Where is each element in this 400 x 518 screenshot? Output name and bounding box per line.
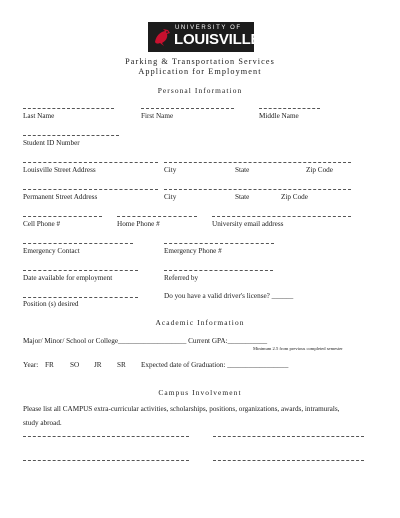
home-phone-field[interactable] [117, 216, 197, 217]
form-title-line1: Parking & Transportation Services [125, 57, 275, 66]
permanent-state-label: State [235, 193, 250, 201]
cardinal-bird-icon [152, 27, 172, 47]
first-name-field[interactable] [141, 108, 234, 109]
section-heading-campus: Campus Involvement [158, 388, 242, 397]
student-id-label: Student ID Number [23, 139, 80, 147]
activity-field-right-2[interactable] [213, 460, 364, 461]
referred-by-label: Referred by [164, 274, 199, 282]
form-title-line2: Application for Employment [138, 67, 262, 76]
activity-field-right-1[interactable] [213, 436, 364, 437]
activity-field-left-1[interactable] [23, 436, 189, 437]
permanent-city-state-zip-field[interactable] [164, 189, 351, 190]
city-label: City [164, 166, 177, 174]
last-name-field[interactable] [23, 108, 114, 109]
position-desired-field[interactable] [23, 297, 138, 298]
referred-by-field[interactable] [164, 270, 273, 271]
middle-name-label: Middle Name [259, 112, 299, 120]
logo-top-text: UNIVERSITY OF [175, 25, 242, 31]
campus-instructions-line1: Please list all CAMPUS extra-curricular activities, scholarships, positions, organizations, awards, intramurals, [23, 405, 340, 413]
gpa-minimum-note: Minimum 2.5 from previous completed semester [253, 346, 343, 351]
zip-code-label: Zip Code [306, 166, 333, 174]
middle-name-field[interactable] [259, 108, 320, 109]
state-label: State [235, 166, 250, 174]
cell-phone-label: Cell Phone # [23, 220, 61, 228]
university-logo [148, 22, 261, 52]
graduation-date-line[interactable]: Expected date of Graduation: _________________ [141, 361, 289, 369]
activity-field-left-2[interactable] [23, 460, 189, 461]
drivers-license-question[interactable]: Do you have a valid driver's license? ______ [164, 292, 294, 300]
first-name-label: First Name [141, 112, 174, 120]
home-phone-label: Home Phone # [117, 220, 160, 228]
permanent-zip-code-label: Zip Code [281, 193, 308, 201]
student-id-field[interactable] [23, 135, 119, 136]
section-heading-academic: Academic Information [155, 318, 245, 327]
permanent-address-field[interactable] [23, 189, 158, 190]
email-field[interactable] [212, 216, 351, 217]
date-available-label: Date available for employment [23, 274, 113, 282]
year-option-fr[interactable]: FR [45, 361, 54, 369]
permanent-city-label: City [164, 193, 177, 201]
last-name-label: Last Name [23, 112, 55, 120]
permanent-address-label: Permanent Street Address [23, 193, 98, 201]
year-option-so[interactable]: SO [70, 361, 80, 369]
year-label: Year: [23, 361, 39, 369]
year-option-jr[interactable]: JR [94, 361, 102, 369]
emergency-phone-field[interactable] [164, 243, 274, 244]
section-heading-personal: Personal Information [157, 86, 243, 95]
campus-instructions-line2: study abroad. [23, 419, 62, 427]
date-available-field[interactable] [23, 270, 138, 271]
year-option-sr[interactable]: SR [117, 361, 126, 369]
position-desired-label: Position (s) desired [23, 300, 79, 308]
street-address-field[interactable] [23, 162, 158, 163]
emergency-contact-field[interactable] [23, 243, 133, 244]
logo-main-text: LOUISVILLE [174, 31, 261, 48]
cell-phone-field[interactable] [23, 216, 102, 217]
street-address-label: Louisville Street Address [23, 166, 96, 174]
emergency-contact-label: Emergency Contact [23, 247, 80, 255]
emergency-phone-label: Emergency Phone # [164, 247, 222, 255]
city-state-zip-field[interactable] [164, 162, 351, 163]
major-gpa-line[interactable]: Major/ Minor/ School or College___________________ Current GPA:___________ [23, 337, 268, 345]
email-label: University email address [212, 220, 284, 228]
